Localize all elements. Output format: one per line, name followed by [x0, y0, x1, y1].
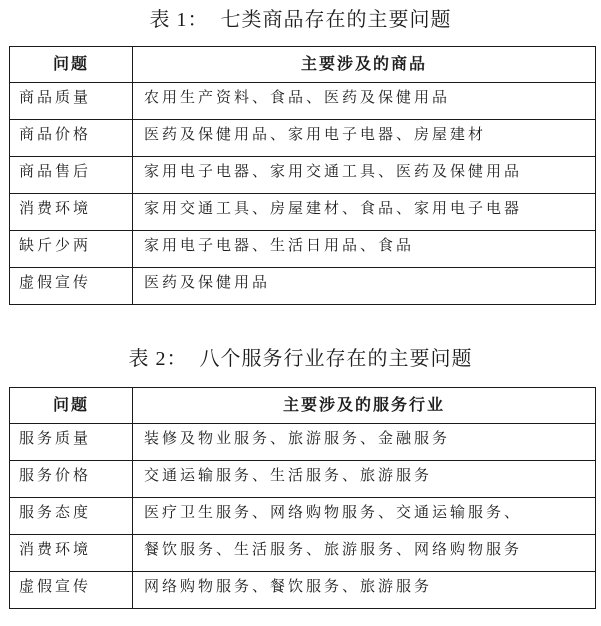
- problem-cell: 消费环境: [10, 535, 133, 572]
- table1-title: 表 1： 七类商品存在的主要问题: [149, 9, 452, 31]
- table1: [9, 46, 596, 305]
- items-cell: 装修及物业服务、旅游服务、金融服务: [133, 424, 596, 461]
- problem-cell: 服务价格: [10, 461, 133, 498]
- table-row: [10, 268, 596, 305]
- table-row: [10, 83, 596, 120]
- table-row: [10, 424, 596, 461]
- items-cell: 家用电子电器、家用交通工具、医药及保健用品: [133, 157, 596, 194]
- table-row: [10, 120, 596, 157]
- problem-cell: 商品价格: [10, 120, 133, 157]
- items-cell: 网络购物服务、餐饮服务、旅游服务: [133, 572, 596, 609]
- table-row: [10, 194, 596, 231]
- items-cell: 交通运输服务、生活服务、旅游服务: [133, 461, 596, 498]
- table-row: [10, 535, 596, 572]
- table2-problem-header: 问题: [10, 388, 133, 424]
- items-cell: 家用电子电器、生活日用品、食品: [133, 231, 596, 268]
- items-cell: 家用交通工具、房屋建材、食品、家用电子电器: [133, 194, 596, 231]
- items-cell: 医药及保健用品: [133, 268, 596, 305]
- problem-cell: 服务质量: [10, 424, 133, 461]
- items-cell: 餐饮服务、生活服务、旅游服务、网络购物服务: [133, 535, 596, 572]
- problem-cell: 虚假宣传: [10, 572, 133, 609]
- table2: [9, 387, 596, 609]
- table2-items-header: 主要涉及的服务行业: [133, 388, 596, 424]
- table2-header-row: [10, 388, 596, 424]
- problem-cell: 商品质量: [10, 83, 133, 120]
- table-row: [10, 157, 596, 194]
- table-row: [10, 498, 596, 535]
- table1-header-row: [10, 47, 596, 83]
- problem-cell: 消费环境: [10, 194, 133, 231]
- table-row: [10, 231, 596, 268]
- items-cell: 医药及保健用品、家用电子电器、房屋建材: [133, 120, 596, 157]
- items-cell: 农用生产资料、食品、医药及保健用品: [133, 83, 596, 120]
- table-row: [10, 572, 596, 609]
- document: [0, 7, 601, 609]
- problem-cell: 虚假宣传: [10, 268, 133, 305]
- table1-problem-header: 问题: [10, 47, 133, 83]
- table-row: [10, 461, 596, 498]
- items-cell: 医疗卫生服务、网络购物服务、交通运输服务、: [133, 498, 596, 535]
- problem-cell: 商品售后: [10, 157, 133, 194]
- table1-items-header: 主要涉及的商品: [133, 47, 596, 83]
- problem-cell: 服务态度: [10, 498, 133, 535]
- table2-title: 表 2： 八个服务行业存在的主要问题: [128, 348, 473, 370]
- problem-cell: 缺斤少两: [10, 231, 133, 268]
